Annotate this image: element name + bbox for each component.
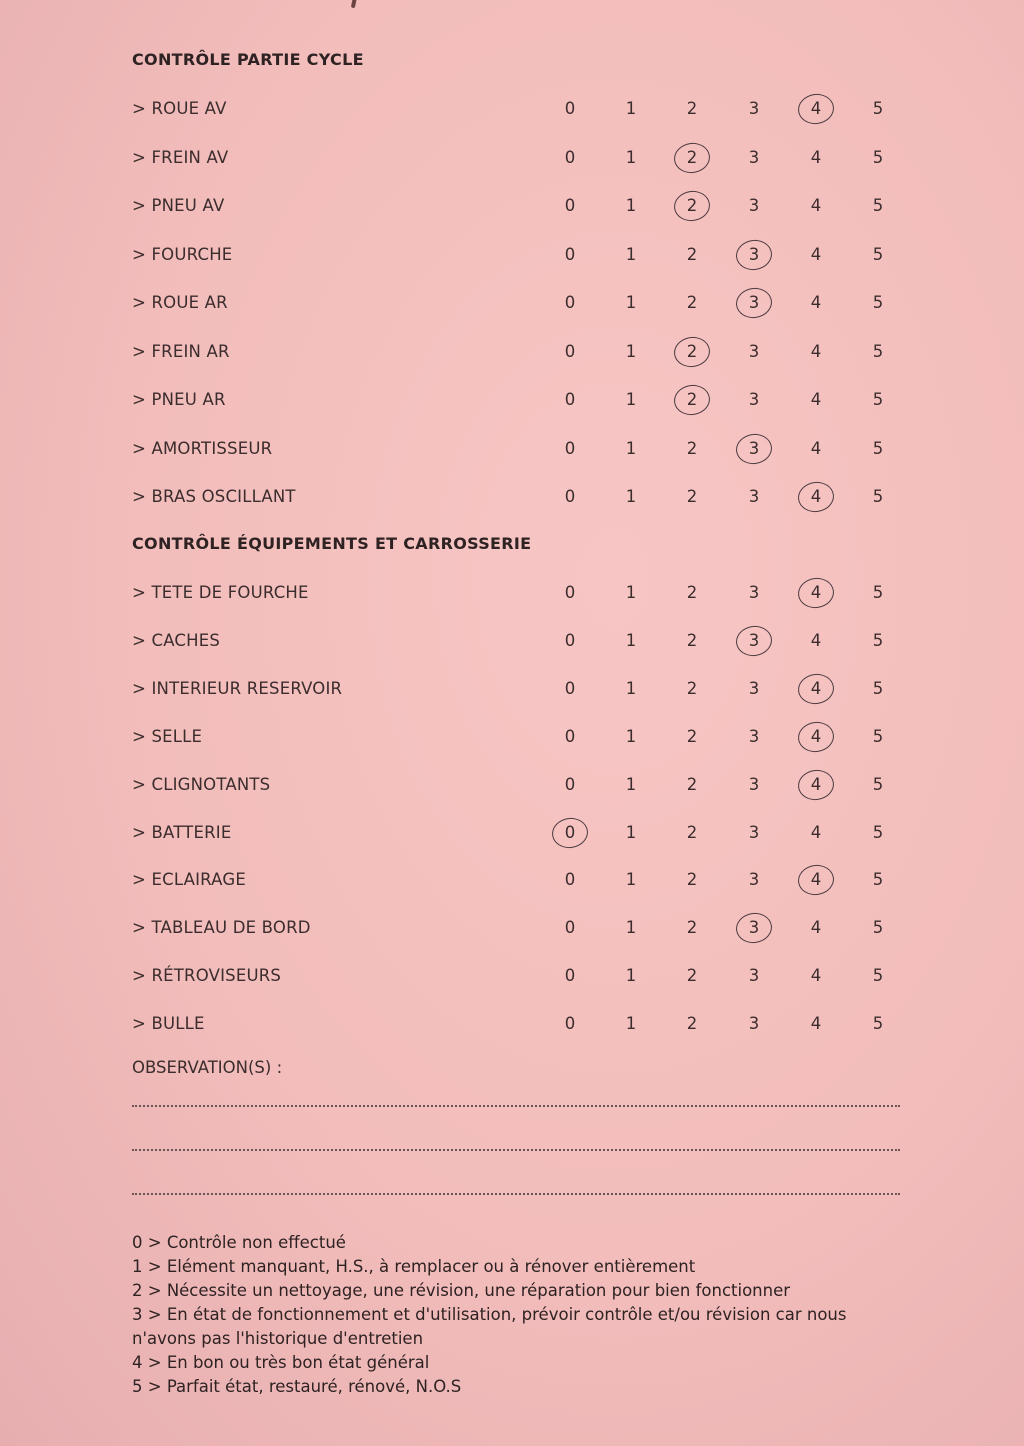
rating-option[interactable]: 3: [748, 726, 760, 746]
rating-option[interactable]: 3: [748, 390, 760, 409]
legend-line-1: 1 > Elément manquant, H.S., à remplacer ou à rénover entièrement: [132, 1257, 696, 1276]
observation-line-3: [132, 1193, 900, 1195]
checklist-row-label: > SELLE: [132, 726, 203, 746]
rating-option[interactable]: 0: [564, 438, 576, 458]
checklist-row-label: > BATTERIE: [132, 822, 232, 842]
rating-option[interactable]: 3: [748, 966, 760, 986]
checklist-row: [132, 819, 892, 849]
checklist-row-label: > FREIN AR: [132, 341, 230, 361]
rating-option[interactable]: 1: [625, 99, 637, 118]
rating-option[interactable]: 3: [748, 99, 760, 118]
checklist-row-label: > BRAS OSCILLANT: [132, 487, 296, 506]
rating-option[interactable]: 3: [748, 1014, 760, 1034]
rating-option[interactable]: 1: [625, 293, 637, 312]
rating-option-circled[interactable]: 4: [803, 679, 829, 698]
checklist-row: [132, 192, 892, 222]
rating-option[interactable]: 3: [748, 678, 760, 698]
rating-option[interactable]: 1: [625, 341, 637, 361]
rating-option[interactable]: 0: [564, 99, 576, 118]
checklist-row-label: > TETE DE FOURCHE: [132, 583, 309, 602]
rating-option[interactable]: 0: [564, 1014, 576, 1034]
checklist-row-label: > PNEU AR: [132, 390, 226, 409]
rating-option[interactable]: 0: [564, 196, 576, 215]
rating-option[interactable]: 5: [872, 341, 884, 361]
checklist-row-label: > AMORTISSEUR: [132, 438, 273, 458]
legend-line-3: 3 > En état de fonctionnement et d'utilisation, prévoir contrôle et/ou révision car nous n'avons pas l'historique d'entretien: [132, 1305, 847, 1348]
rating-option[interactable]: 1: [625, 583, 637, 602]
rating-option[interactable]: 5: [872, 822, 884, 842]
rating-option[interactable]: 5: [872, 678, 884, 698]
rating-option[interactable]: 1: [625, 390, 637, 409]
checklist-row: [132, 144, 892, 174]
checklist-row: [132, 579, 892, 609]
rating-option[interactable]: 5: [872, 966, 884, 986]
checklist-row: [132, 435, 892, 465]
rating-option[interactable]: 2: [686, 487, 698, 506]
rating-option[interactable]: 1: [625, 966, 637, 986]
rating-option[interactable]: 0: [564, 244, 576, 264]
pen-mark: [351, 0, 357, 8]
checklist-row: [132, 627, 892, 657]
rating-option[interactable]: 4: [810, 822, 822, 842]
rating-option[interactable]: 4: [810, 341, 822, 361]
rating-option[interactable]: 5: [872, 726, 884, 746]
section-title-equipements: CONTRÔLE ÉQUIPEMENTS ET CARROSSERIE: [132, 534, 532, 553]
rating-option[interactable]: 3: [748, 147, 760, 167]
checklist-row: [132, 386, 892, 416]
rating-option[interactable]: 2: [686, 870, 698, 890]
rating-option-circled[interactable]: 4: [803, 870, 829, 889]
rating-option[interactable]: 5: [872, 244, 884, 264]
rating-option-circled[interactable]: 2: [679, 196, 705, 215]
rating-option[interactable]: 0: [564, 630, 576, 650]
rating-option-circled[interactable]: 3: [741, 245, 767, 264]
rating-option-circled[interactable]: 2: [679, 390, 705, 409]
rating-option[interactable]: 4: [810, 390, 822, 409]
rating-option[interactable]: 1: [625, 1014, 637, 1034]
rating-option[interactable]: 2: [686, 678, 698, 698]
rating-option[interactable]: 5: [872, 147, 884, 167]
observations-title: OBSERVATION(S) :: [132, 1058, 283, 1077]
rating-option[interactable]: 3: [748, 487, 760, 506]
rating-option-circled[interactable]: 3: [741, 439, 767, 458]
rating-option[interactable]: 2: [686, 966, 698, 986]
rating-option[interactable]: 3: [748, 822, 760, 842]
rating-option[interactable]: 1: [625, 487, 637, 506]
rating-option[interactable]: 1: [625, 630, 637, 650]
rating-option[interactable]: 1: [625, 438, 637, 458]
rating-option[interactable]: 1: [625, 918, 637, 938]
observation-line-2: [132, 1149, 900, 1151]
rating-option[interactable]: 3: [748, 774, 760, 794]
rating-option[interactable]: 0: [564, 678, 576, 698]
rating-option-circled[interactable]: 4: [803, 487, 829, 506]
rating-option[interactable]: 0: [564, 147, 576, 167]
rating-option[interactable]: 0: [564, 726, 576, 746]
checklist-row: [132, 1010, 892, 1040]
rating-option[interactable]: 5: [872, 774, 884, 794]
rating-option[interactable]: 2: [686, 583, 698, 602]
rating-option[interactable]: 2: [686, 630, 698, 650]
checklist-row: [132, 289, 892, 319]
rating-option[interactable]: 4: [810, 438, 822, 458]
rating-option-circled[interactable]: 4: [803, 775, 829, 794]
rating-option[interactable]: 4: [810, 918, 822, 938]
rating-option[interactable]: 2: [686, 918, 698, 938]
rating-option[interactable]: 0: [564, 293, 576, 312]
checklist-row-label: > FREIN AV: [132, 147, 229, 167]
rating-option[interactable]: 1: [625, 774, 637, 794]
checklist-row: [132, 962, 892, 992]
checklist-row: [132, 866, 892, 896]
rating-option[interactable]: 0: [564, 390, 576, 409]
rating-option[interactable]: 2: [686, 822, 698, 842]
rating-option[interactable]: 1: [625, 822, 637, 842]
checklist-row-label: > ROUE AR: [132, 293, 228, 312]
checklist-row-label: > TABLEAU DE BORD: [132, 918, 311, 938]
rating-option[interactable]: 0: [564, 870, 576, 890]
checklist-row-label: > INTERIEUR RESERVOIR: [132, 678, 343, 698]
rating-option[interactable]: 2: [686, 293, 698, 312]
rating-option[interactable]: 0: [564, 487, 576, 506]
rating-option[interactable]: 1: [625, 244, 637, 264]
rating-option[interactable]: 5: [872, 583, 884, 602]
rating-option[interactable]: 4: [810, 966, 822, 986]
observation-line-1: [132, 1105, 900, 1107]
rating-option[interactable]: 5: [872, 293, 884, 312]
rating-option[interactable]: 4: [810, 293, 822, 312]
rating-option[interactable]: 5: [872, 438, 884, 458]
rating-option-circled[interactable]: 3: [741, 918, 767, 937]
checklist-row-label: > FOURCHE: [132, 244, 233, 264]
rating-option[interactable]: 2: [686, 438, 698, 458]
rating-option-circled[interactable]: 0: [557, 823, 583, 842]
checklist-row-label: > CLIGNOTANTS: [132, 774, 271, 794]
rating-option[interactable]: 5: [872, 918, 884, 938]
rating-option[interactable]: 1: [625, 147, 637, 167]
legend-line-4: 4 > En bon ou très bon état général: [132, 1353, 430, 1372]
rating-option[interactable]: 5: [872, 1014, 884, 1034]
rating-option[interactable]: 2: [686, 99, 698, 118]
rating-option[interactable]: 1: [625, 196, 637, 215]
rating-option[interactable]: 0: [564, 341, 576, 361]
checklist-row: [132, 483, 892, 513]
rating-option-circled[interactable]: 2: [679, 342, 705, 361]
rating-option[interactable]: 5: [872, 630, 884, 650]
rating-option[interactable]: 0: [564, 918, 576, 938]
legend-line-2: 2 > Nécessite un nettoyage, une révision, une réparation pour bien fonctionner: [132, 1281, 791, 1300]
rating-option[interactable]: 3: [748, 583, 760, 602]
rating-option-circled[interactable]: 3: [741, 293, 767, 312]
checklist-row-label: > PNEU AV: [132, 196, 225, 215]
checklist-row-label: > RÉTROVISEURS: [132, 966, 282, 986]
rating-option[interactable]: 4: [810, 244, 822, 264]
rating-option[interactable]: 0: [564, 774, 576, 794]
checklist-row: [132, 95, 892, 125]
checklist-row: [132, 771, 892, 801]
rating-option[interactable]: 2: [686, 774, 698, 794]
rating-option-circled[interactable]: 2: [679, 148, 705, 167]
rating-option[interactable]: 2: [686, 1014, 698, 1034]
rating-option[interactable]: 5: [872, 390, 884, 409]
rating-option[interactable]: 3: [748, 196, 760, 215]
rating-option[interactable]: 4: [810, 630, 822, 650]
rating-option[interactable]: 1: [625, 870, 637, 890]
rating-option[interactable]: 1: [625, 726, 637, 746]
legend-line-5: 5 > Parfait état, restauré, rénové, N.O.S: [132, 1377, 462, 1396]
rating-option[interactable]: 0: [564, 966, 576, 986]
rating-option[interactable]: 4: [810, 196, 822, 215]
rating-option-circled[interactable]: 4: [803, 583, 829, 602]
rating-option-circled[interactable]: 3: [741, 631, 767, 650]
rating-option[interactable]: 3: [748, 341, 760, 361]
legend: [132, 1231, 892, 1399]
checklist-row: [132, 675, 892, 705]
checklist-row-label: > ROUE AV: [132, 99, 227, 118]
rating-option[interactable]: 4: [810, 1014, 822, 1034]
rating-option-circled[interactable]: 4: [803, 727, 829, 746]
rating-option[interactable]: 5: [872, 487, 884, 506]
checklist-row: [132, 723, 892, 753]
legend-line-0: 0 > Contrôle non effectué: [132, 1233, 346, 1252]
rating-option[interactable]: 2: [686, 726, 698, 746]
rating-option[interactable]: 5: [872, 99, 884, 118]
rating-option[interactable]: 4: [810, 147, 822, 167]
rating-option[interactable]: 5: [872, 196, 884, 215]
checklist-row-label: > CACHES: [132, 630, 221, 650]
rating-option[interactable]: 1: [625, 678, 637, 698]
rating-option[interactable]: 0: [564, 583, 576, 602]
section-title-cycle: CONTRÔLE PARTIE CYCLE: [132, 50, 364, 69]
checklist-row-label: > ECLAIRAGE: [132, 870, 246, 890]
rating-option[interactable]: 5: [872, 870, 884, 890]
checklist-row: [132, 338, 892, 368]
rating-option-circled[interactable]: 4: [803, 99, 829, 118]
rating-option[interactable]: 2: [686, 244, 698, 264]
checklist-row: [132, 914, 892, 944]
checklist-row-label: > BULLE: [132, 1014, 205, 1034]
rating-option[interactable]: 3: [748, 870, 760, 890]
checklist-row: [132, 241, 892, 271]
